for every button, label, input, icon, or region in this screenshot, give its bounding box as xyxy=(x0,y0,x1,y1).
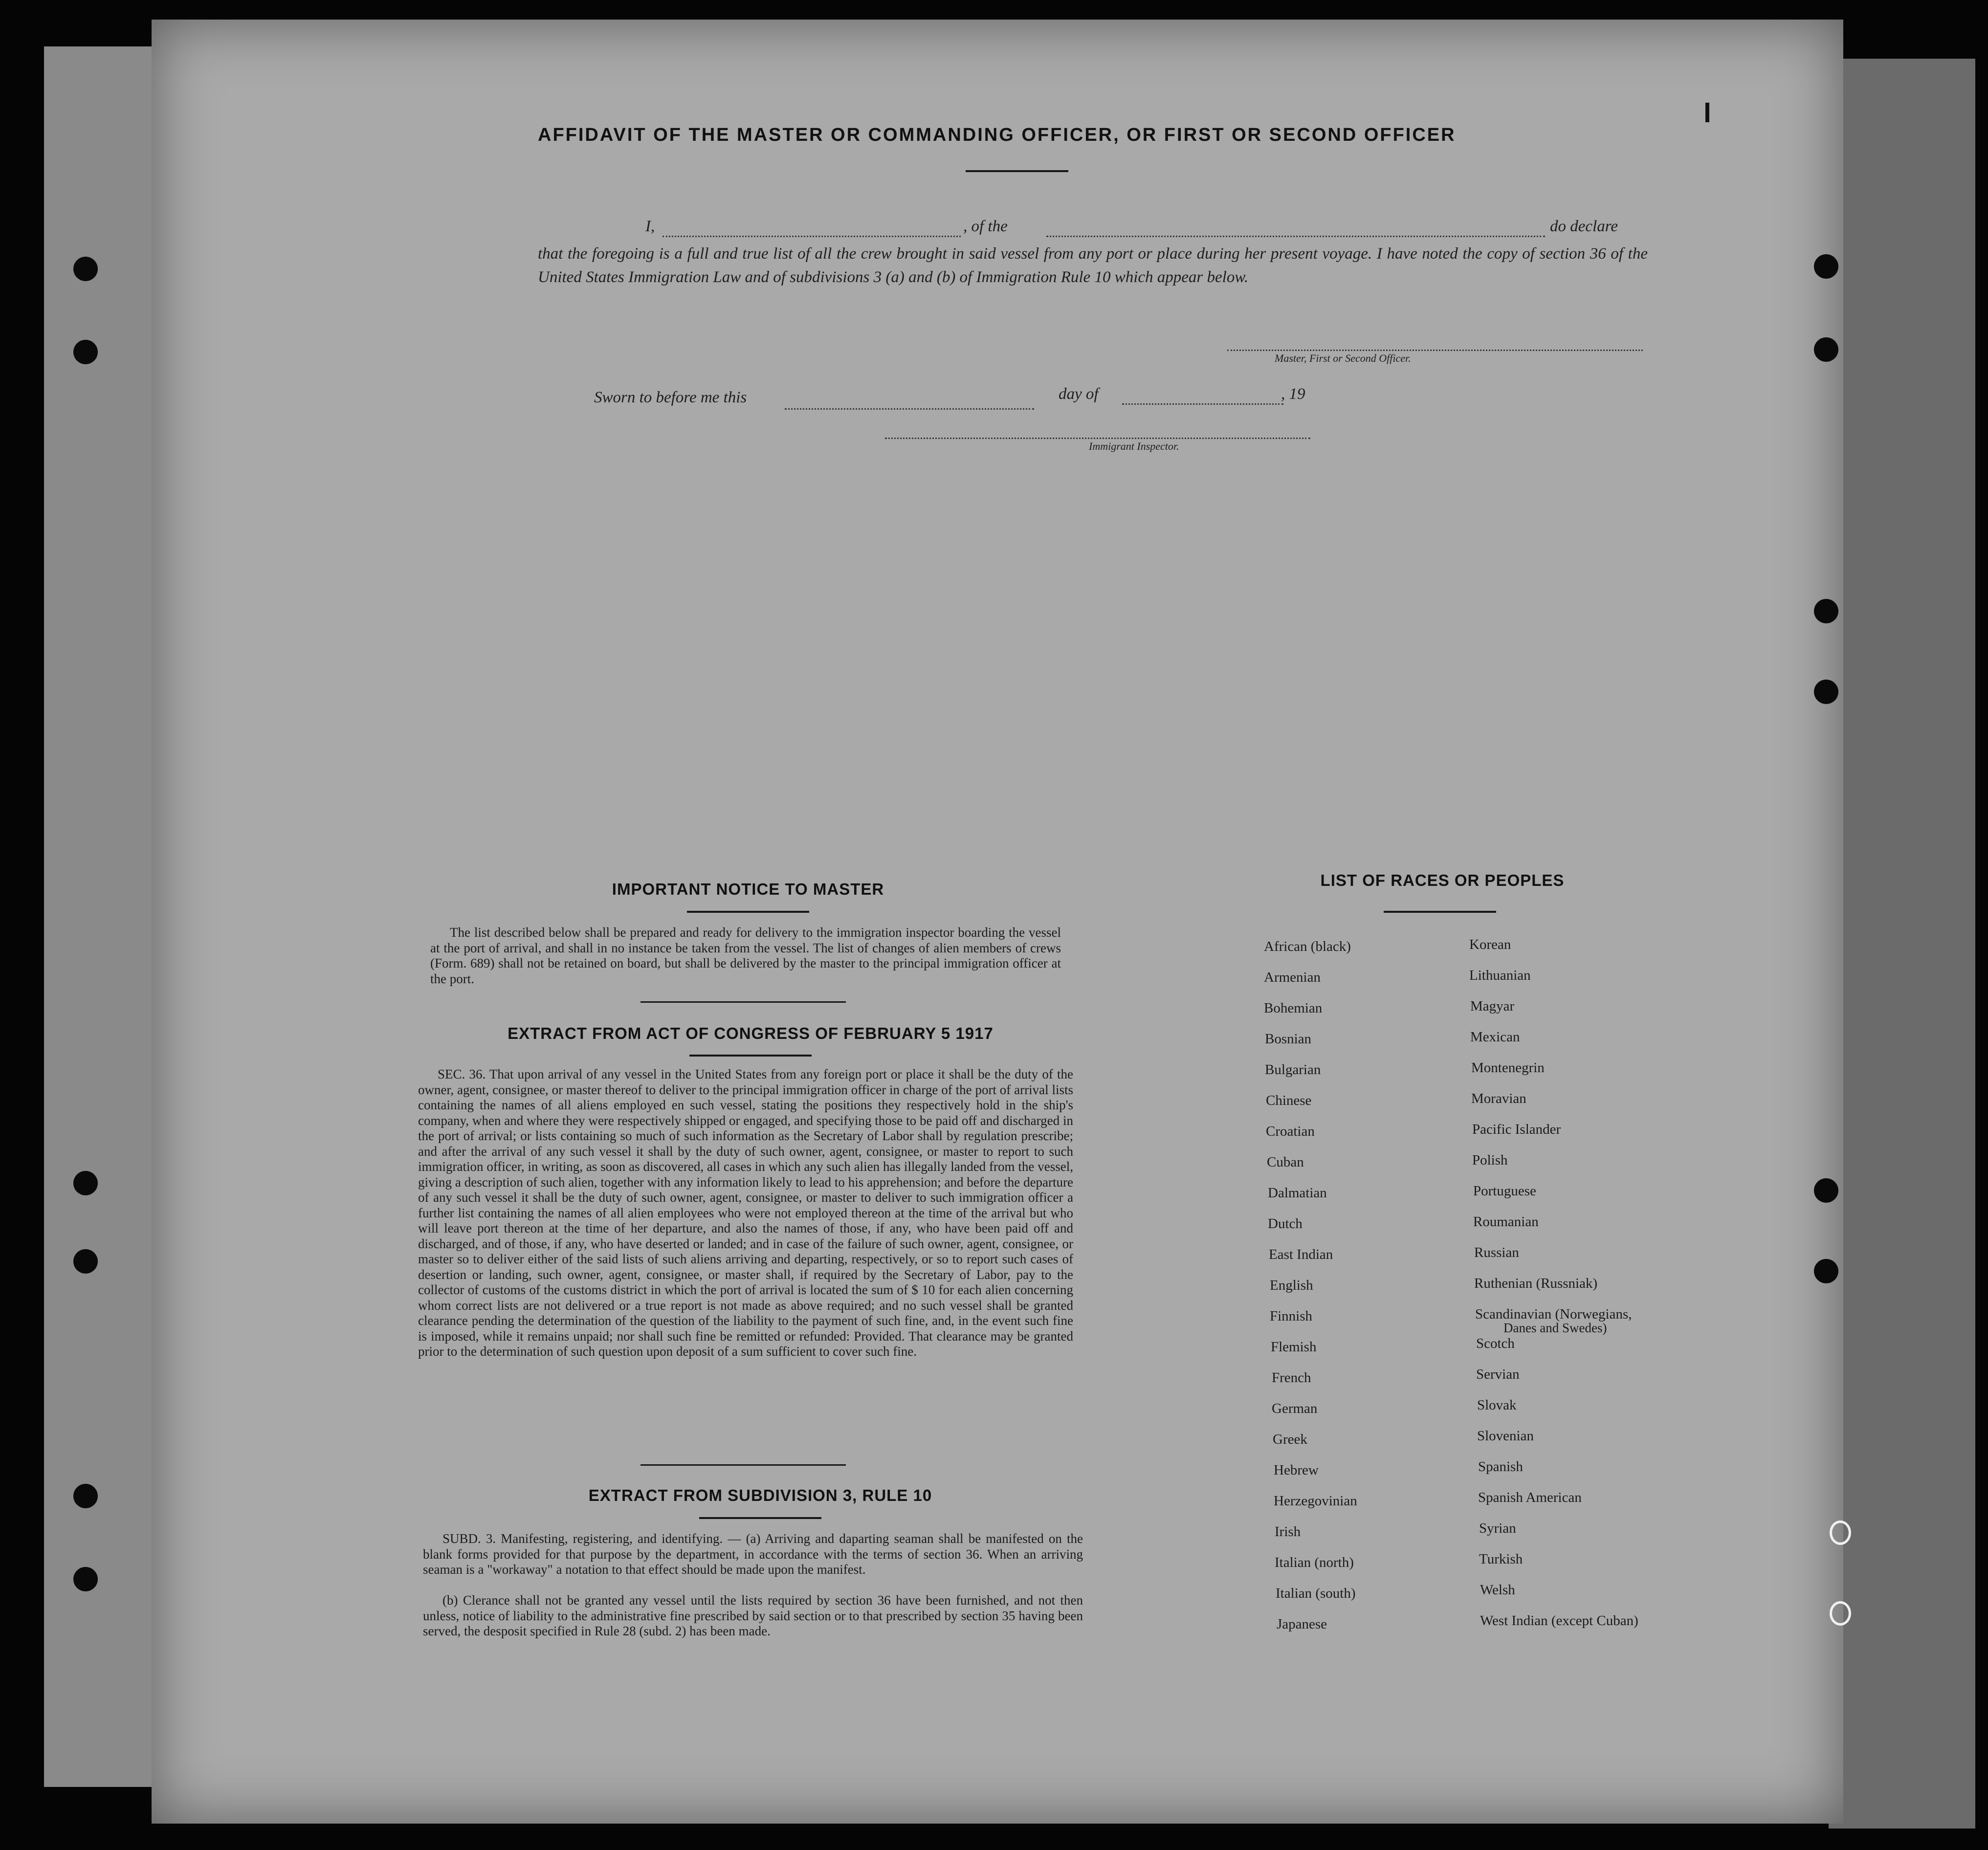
race-item: German xyxy=(1272,1401,1318,1416)
race-item: Mexican xyxy=(1470,1029,1520,1045)
document-page xyxy=(152,20,1843,1824)
binder-hole xyxy=(1814,337,1838,362)
race-item: Portuguese xyxy=(1473,1183,1536,1199)
inspector-caption: Immigrant Inspector. xyxy=(1089,440,1179,452)
month-blank xyxy=(1122,403,1283,405)
race-item: Armenian xyxy=(1264,969,1321,985)
race-item: French xyxy=(1272,1370,1311,1386)
notice-rule xyxy=(687,911,809,913)
race-item: Irish xyxy=(1275,1524,1301,1540)
race-item: African (black) xyxy=(1264,939,1351,954)
affidavit-of-the: , of the xyxy=(963,218,1008,235)
title-rule xyxy=(966,170,1068,172)
binder-hole xyxy=(1814,680,1838,704)
binder-hole xyxy=(73,1484,98,1508)
race-item: Danes and Swedes) xyxy=(1503,1321,1607,1335)
race-item: Cuban xyxy=(1267,1154,1304,1170)
back-sheet xyxy=(1829,59,1975,1828)
race-item: Syrian xyxy=(1479,1520,1516,1536)
race-item: Chinese xyxy=(1266,1093,1312,1108)
act-title: EXTRACT FROM ACT OF CONGRESS OF FEBRUARY 5 1917 xyxy=(508,1024,994,1042)
race-item: Greek xyxy=(1273,1432,1307,1447)
inspector-line xyxy=(885,438,1310,439)
race-item: Roumanian xyxy=(1473,1214,1539,1230)
notice-body: The list described below shall be prepared and ready for delivery to the immigration inspector boarding the vessel at the port of arrival, and shall in no instance be taken from the vessel. The list of changes of alien members of crews (Form. 689) shall not be retained on board, but shall be delivered by the master to the principal immigration officer at the port. xyxy=(430,925,1061,986)
race-item: Welsh xyxy=(1480,1582,1515,1598)
binder-hole xyxy=(1814,599,1838,623)
page-mark xyxy=(1705,103,1709,122)
separator-rule xyxy=(641,1001,846,1003)
race-item: Slovak xyxy=(1477,1397,1517,1413)
race-item: Korean xyxy=(1469,937,1511,952)
name-blank xyxy=(663,236,961,237)
race-item: English xyxy=(1270,1277,1313,1293)
race-item: Montenegrin xyxy=(1471,1060,1545,1076)
act-rule xyxy=(689,1055,812,1057)
race-item: Moravian xyxy=(1471,1091,1526,1106)
binder-hole xyxy=(73,1567,98,1591)
race-item: Spanish xyxy=(1478,1459,1523,1475)
race-item: Finnish xyxy=(1270,1308,1313,1324)
rule10-rule xyxy=(699,1517,821,1519)
binder-ring xyxy=(1830,1601,1851,1626)
race-item: Pacific Islander xyxy=(1472,1122,1561,1137)
binder-hole xyxy=(73,257,98,281)
affidavit-i: I, xyxy=(645,218,655,235)
races-title: LIST OF RACES OR PEOPLES xyxy=(1320,871,1565,889)
affidavit-title: AFFIDAVIT OF THE MASTER OR COMMANDING OFFICER, OR FIRST OR SECOND OFFICER xyxy=(538,125,1456,145)
rule10-title: EXTRACT FROM SUBDIVISION 3, RULE 10 xyxy=(588,1486,932,1504)
binder-ring xyxy=(1830,1520,1851,1545)
race-item: Italian (south) xyxy=(1276,1586,1356,1601)
rule10-para-b: (b) Clerance shall not be granted any vessel until the lists required by section 36 have been furnished, and not then unless, notice of liability to the administrative fine prescribed by said section or to that prescribed by section 35 having been served, the desposit specified in Rule 28 (subd. 2) has been made. xyxy=(423,1593,1083,1638)
race-item: East Indian xyxy=(1269,1247,1333,1262)
race-item: Scandinavian (Norwegians, xyxy=(1475,1306,1632,1322)
race-item: Scotch xyxy=(1476,1336,1515,1351)
binder-hole xyxy=(73,1171,98,1195)
race-item: Turkish xyxy=(1479,1551,1523,1567)
race-item: West Indian (except Cuban) xyxy=(1480,1613,1638,1629)
race-item: Bosnian xyxy=(1265,1031,1312,1047)
races-rule xyxy=(1384,911,1496,913)
race-item: Polish xyxy=(1472,1152,1508,1168)
race-item: Slovenian xyxy=(1477,1428,1534,1444)
binder-hole xyxy=(73,340,98,364)
binder-hole xyxy=(1814,1178,1838,1203)
race-item: Servian xyxy=(1476,1366,1520,1382)
signature-line xyxy=(1227,350,1643,351)
binder-hole xyxy=(1814,1259,1838,1283)
race-item: Dutch xyxy=(1268,1216,1303,1232)
race-item: Bulgarian xyxy=(1265,1062,1321,1078)
binder-hole xyxy=(73,1249,98,1274)
race-item: Flemish xyxy=(1271,1339,1317,1355)
master-caption: Master, First or Second Officer. xyxy=(1275,352,1411,364)
race-item: Lithuanian xyxy=(1469,968,1531,983)
affidavit-body: that the foregoing is a full and true list of all the crew brought in said vessel from any port or place during her present voyage. I have noted the copy of section 36 of the United States Immigration Law and of subdivisions 3 (a) and (b) of Immigration Rule 10 which appear below. xyxy=(538,245,1648,286)
binder-hole xyxy=(1814,254,1838,279)
rule10-para-a: SUBD. 3. Manifesting, registering, and identifying. — (a) Arriving and daparting seaman shall be manifested on the blank forms provided for that purpose by the department, in accordance with the terms of section 36. When an arriving seaman is a "workaway" a notation to that effect should be made upon the manifest. xyxy=(423,1531,1083,1577)
race-item: Croatian xyxy=(1266,1123,1315,1139)
race-item: Japanese xyxy=(1277,1616,1327,1632)
race-item: Dalmatian xyxy=(1268,1185,1327,1201)
race-item: Herzegovinian xyxy=(1274,1493,1357,1509)
sworn-text: Sworn to before me this xyxy=(594,389,747,406)
separator-rule-2 xyxy=(641,1464,846,1466)
race-item: Bohemian xyxy=(1264,1000,1323,1016)
year-text: , 19 xyxy=(1281,385,1305,403)
race-item: Magyar xyxy=(1470,998,1515,1014)
race-item: Spanish American xyxy=(1478,1490,1582,1505)
notice-title: IMPORTANT NOTICE TO MASTER xyxy=(612,880,884,898)
race-item: Hebrew xyxy=(1274,1462,1319,1478)
day-of-text: day of xyxy=(1059,385,1099,403)
race-item: Ruthenian (Russniak) xyxy=(1474,1276,1598,1291)
affidavit-do-declare: do declare xyxy=(1550,218,1618,235)
race-item: Italian (north) xyxy=(1275,1555,1354,1570)
vessel-blank xyxy=(1046,236,1545,237)
race-item: Russian xyxy=(1474,1245,1519,1260)
act-body: SEC. 36. That upon arrival of any vessel in the United States from any foreign port or place it shall be the duty of the owner, agent, consignee, or master thereof to deliver to the principal immigration officer in charge of the port of arrival lists containing the names of all aliens employed en such vessel, stating the positions they respectively hold in the ship's company, when and where they were respectively shipped or engaged, and specifying those to be paid off and discharged in the port of arrival; or lists containing so much of such information as the Secretary of Labor shall by regulation prescribe; and after the arrival of any such vessel it shall by the duty of such owner, agent, consignee, or master to report to such immigration officer, in writing, as soon as discovered, all cases in which any such alien has illegally landed from the vessel, giving a description of such alien, together with any information likely to lead to his apprehension; and before the departure of any such vessel it shall be the duty of such owner, agent, consignee, or master to deliver to such immigration officer a further list containing the names of all alien employees who were not employed thereon at the time of the arrival but who will leave port thereon at the time of her departure, and also the names of those, if any, who have been paid off and discharged, and of those, if any, who have deserted or landed; and in case of the failure of such owner, agent, consignee, or master so to deliver either of the said lists of such aliens arriving and departing, respectively, or so to report such cases of desertion or landing, such owner, agent, consignee, or master shall, if required by the Secretary of Labor, pay to the collector of customs of the customs district in which the port of arrival is located the sum of $ 10 for each alien concerning whom correct lists are not delivered or a true report is not made as above required; and no such vessel shall be granted clearance pending the determination of the question of the liability to the payment of such fine, and, in the event such fine is imposed, while it remains unpaid; nor shall such fine be remitted or refunded: Provided. That clearance may be granted prior to the determination of such question upon deposit of a sum sufficient to cover such fine. xyxy=(418,1067,1073,1359)
sworn-day-blank xyxy=(785,408,1034,410)
